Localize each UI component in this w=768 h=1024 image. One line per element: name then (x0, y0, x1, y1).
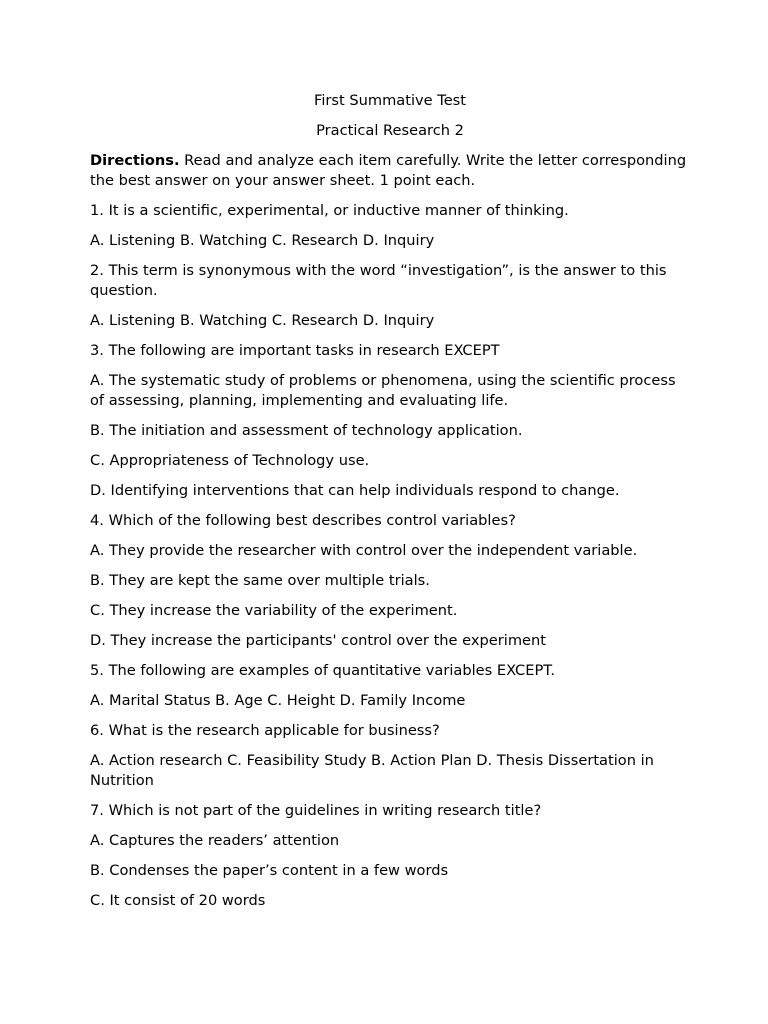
question-6-choices: A. Action research C. Feasibility Study B. Action Plan D. Thesis Dissertation in Nutrition (90, 752, 654, 789)
directions-text: Read and analyze each item carefully. Write the letter corresponding the best answer on your answer sheet. 1 point each. (90, 152, 687, 189)
test-subtitle: Practical Research 2 (316, 122, 464, 139)
question-3-choice-b: B. The initiation and assessment of technology application. (90, 422, 523, 439)
question-2-choices: A. Listening B. Watching C. Research D. Inquiry (90, 312, 435, 329)
question-4-choice-c: C. They increase the variability of the experiment. (90, 602, 458, 619)
question-5-choices: A. Marital Status B. Age C. Height D. Family Income (90, 692, 466, 709)
question-4: 4. Which of the following best describes control variables? (90, 512, 516, 529)
question-4-choice-a: A. They provide the researcher with control over the independent variable. (90, 542, 638, 559)
question-2: 2. This term is synonymous with the word “investigation”, is the answer to this question. (90, 262, 667, 299)
question-1: 1. It is a scientific, experimental, or inductive manner of thinking. (90, 202, 569, 219)
question-4-choice-b: B. They are kept the same over multiple trials. (90, 572, 430, 589)
question-3: 3. The following are important tasks in research EXCEPT (90, 342, 500, 359)
question-3-choice-a: A. The systematic study of problems or phenomena, using the scientific process of assessing, planning, implementing and evaluating life. (90, 372, 676, 409)
directions-label: Directions. (90, 152, 180, 169)
question-3-choice-c: C. Appropriateness of Technology use. (90, 452, 370, 469)
question-7-choice-c: C. It consist of 20 words (90, 892, 266, 909)
question-7: 7. Which is not part of the guidelines in writing research title? (90, 802, 542, 819)
directions-paragraph (90, 151, 690, 191)
question-1-choices: A. Listening B. Watching C. Research D. Inquiry (90, 232, 435, 249)
question-5: 5. The following are examples of quantitative variables EXCEPT. (90, 662, 556, 679)
question-6: 6. What is the research applicable for business? (90, 722, 440, 739)
question-4-choice-d: D. They increase the participants' control over the experiment (90, 632, 546, 649)
question-7-choice-a: A. Captures the readers’ attention (90, 832, 340, 849)
document-page (90, 91, 690, 921)
question-7-choice-b: B. Condenses the paper’s content in a few words (90, 862, 449, 879)
test-title: First Summative Test (313, 92, 466, 109)
question-3-choice-d: D. Identifying interventions that can help individuals respond to change. (90, 482, 620, 499)
